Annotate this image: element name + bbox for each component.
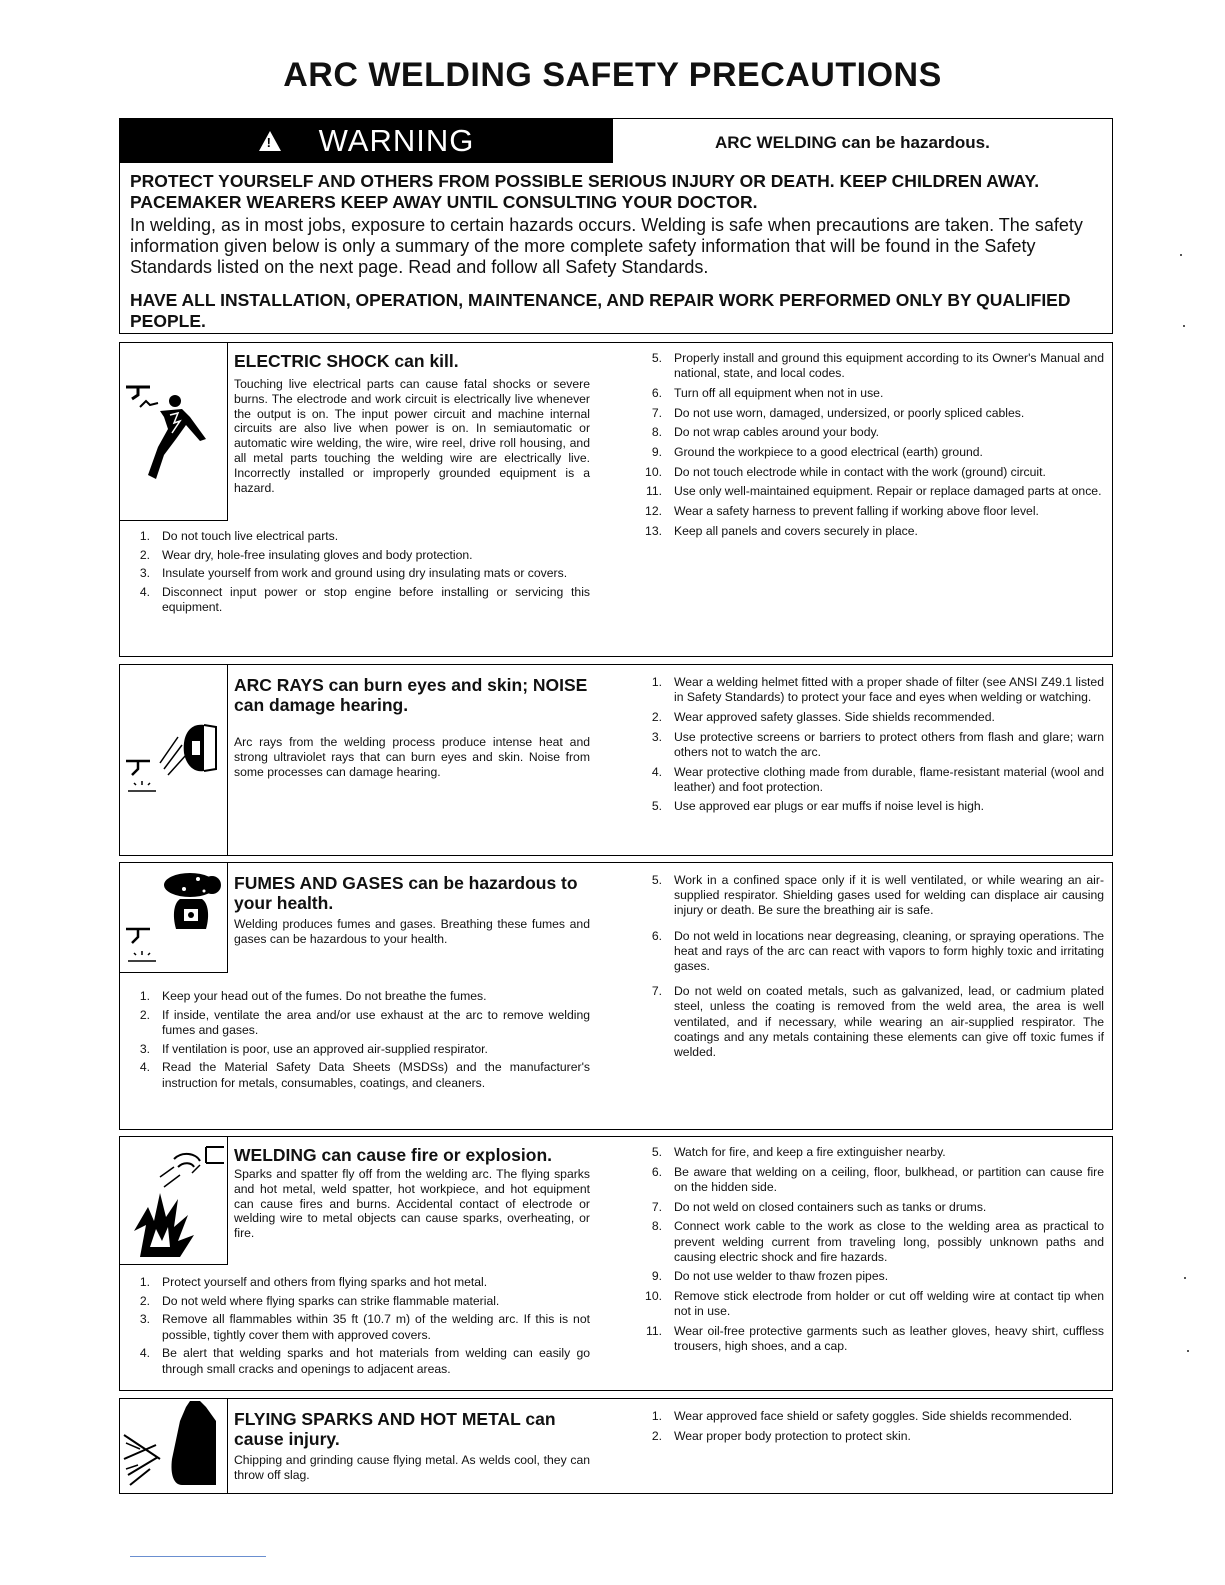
list-item: 3. Remove all flammables within 35 ft (10.7 m) of the welding arc. If this is not possible, tightly cover them with approved covers.	[139, 1312, 590, 1342]
list-item: 1. Keep your head out of the fumes. Do not breathe the fumes.	[139, 989, 487, 1003]
list-item: 3. If ventilation is poor, use an approved air-supplied respirator.	[139, 1041, 488, 1056]
sparks-description: Chipping and grinding cause flying metal. As welds cool, they can throw off slag.	[234, 1453, 590, 1482]
list-item: 5. Properly install and ground this equipment according to its Owner's Manual and national, state, and local codes.	[651, 351, 1104, 381]
bottom-rule	[130, 1556, 266, 1557]
sparks-title: FLYING SPARKS AND HOT METAL can cause injury.	[234, 1409, 556, 1449]
list-item: 10. Do not touch electrode while in contact with the work (ground) circuit.	[645, 464, 1046, 479]
fire-icon-box	[120, 1137, 228, 1265]
fumes-title: FUMES AND GASES can be hazardous to your health.	[234, 873, 578, 913]
list-item: 5. Watch for fire, and keep a fire extinguisher nearby.	[651, 1145, 946, 1159]
list-item: 5. Work in a confined space only if it is well ventilated, or while wearing an air-supplied respirator. Shielding gases used for welding can displace air causing injury or death. Be sure the breathing air is safe.	[651, 873, 1104, 918]
fumes-description: Welding produces fumes and gases. Breathing these fumes and gases can be hazardous to your health.	[234, 917, 590, 946]
scan-speck	[1183, 325, 1185, 327]
list-item: 2. Wear proper body protection to protect skin.	[651, 1428, 911, 1443]
list-item: 4. Wear protective clothing made from durable, flame-resistant material (wool and leather) and foot protection.	[651, 764, 1104, 794]
fumes-icon-box	[120, 863, 228, 973]
fumes-left-list	[120, 989, 590, 1094]
arc-rays-title: ARC RAYS can burn eyes and skin; NOISE can damage hearing.	[234, 675, 588, 715]
fire-title: WELDING can cause fire or explosion.	[234, 1145, 552, 1165]
electric-shock-description: Touching live electrical parts can cause fatal shocks or severe burns. The electrode and work circuit is electrically live whenever the output is on. The input power circuit and machine internal circuits are also live when power is on. In semiautomatic or automatic wire welding, the wire, wire reel, drive roll housing, and all metal parts touching the welding wire are electrically live. Incorrectly installed or improperly grounded equipment is a hazard.	[234, 377, 590, 495]
electric-shock-icon-box	[120, 343, 228, 521]
scan-speck	[1184, 1277, 1186, 1279]
list-item: 7. Do not weld on coated metals, such as galvanized, lead, or cadmium plated steel, unless the coating is removed from the weld area, the area is well ventilated, and if necessary, while wearing an air-supplied respirator. The coatings and any metals containing these elements can give off toxic fumes if welded.	[651, 984, 1104, 1060]
scan-speck	[1187, 1350, 1189, 1352]
warning-protect-statement: PROTECT YOURSELF AND OTHERS FROM POSSIBLE SERIOUS INJURY OR DEATH. KEEP CHILDREN AWAY. PACEMAKER WEARERS KEEP AWAY UNTIL CONSULTING YOUR DOCTOR.	[130, 171, 1040, 212]
list-item: 4. Be alert that welding sparks and hot materials from welding can easily go through small cracks and openings to adjacent areas.	[139, 1346, 590, 1376]
warning-paragraph: In welding, as in most jobs, exposure to certain hazards occurs. Welding is safe when precautions are taken. The safety information given below is only a summary of the more complete safety information that will be found in the Safety Standards listed on the next page. Read and follow all Safety Standards.	[130, 215, 1083, 277]
list-item: 6. Be aware that welding on a ceiling, floor, bulkhead, or partition can cause fire on the hidden side.	[651, 1164, 1104, 1194]
list-item: 5. Use approved ear plugs or ear muffs if noise level is high.	[651, 799, 985, 814]
arc-rays-icon-box	[120, 665, 228, 855]
list-item: 10. Remove stick electrode from holder or cut off welding wire at contact tip when not in use.	[645, 1289, 1104, 1319]
fumes-gases-icon	[120, 863, 224, 969]
fire-description: Sparks and spatter fly off from the welding arc. The flying sparks and hot metal, weld spatter, hot workpiece, and hot equipment can cause fires and burns. Accidental contact of electrode or welding wire to metal objects can cause sparks, overheating, or fire.	[234, 1167, 590, 1241]
warning-subtitle: ARC WELDING can be hazardous.	[715, 133, 990, 152]
welding-helmet-icon	[120, 665, 224, 835]
list-item: 7. Do not use worn, damaged, undersized, or poorly spliced cables.	[651, 405, 1025, 420]
list-item: 7. Do not weld on closed containers such as tanks or drums.	[651, 1199, 987, 1214]
list-item: 12. Wear a safety harness to prevent falling if working above floor level.	[645, 504, 1039, 519]
list-item: 4. Disconnect input power or stop engine before installing or servicing this equipment.	[139, 585, 590, 615]
list-item: 6. Turn off all equipment when not in use.	[651, 385, 884, 400]
list-item: 6. Do not weld in locations near degreasing, cleaning, or spraying operations. The heat and rays of the arc can react with vapors to form highly toxic and irritating gases.	[651, 928, 1104, 974]
section-electric-shock	[119, 342, 1113, 657]
warning-banner	[120, 119, 613, 163]
section-fumes-gases	[119, 862, 1113, 1130]
electric-shock-title: ELECTRIC SHOCK can kill.	[234, 351, 459, 371]
list-item: 9. Ground the workpiece to a good electrical (earth) ground.	[651, 445, 983, 460]
electric-shock-left-list	[120, 529, 590, 619]
fire-right-list	[632, 1145, 1104, 1359]
list-item: 9. Do not use welder to thaw frozen pipes.	[651, 1269, 889, 1284]
list-item: 3. Insulate yourself from work and ground using dry insulating mats or covers.	[139, 566, 568, 581]
list-item: 2. Do not weld where flying sparks can strike flammable material.	[139, 1293, 500, 1308]
page-title: ARC WELDING SAFETY PRECAUTIONS	[283, 56, 942, 94]
list-item: 11. Use only well-maintained equipment. Repair or replace damaged parts at once.	[645, 484, 1102, 499]
list-item: 2. If inside, ventilate the area and/or use exhaust at the arc to remove welding fumes and gases.	[139, 1007, 590, 1037]
warning-qualified-statement: HAVE ALL INSTALLATION, OPERATION, MAINTENANCE, AND REPAIR WORK PERFORMED ONLY BY QUALIFIED PEOPLE.	[130, 290, 1071, 331]
arc-rays-right-list	[632, 675, 1104, 819]
section-fire-explosion	[119, 1136, 1113, 1391]
scan-speck	[1180, 254, 1182, 256]
list-item: 2. Wear approved safety glasses. Side shields recommended.	[651, 709, 995, 724]
list-item: 13. Keep all panels and covers securely in place.	[645, 523, 918, 538]
list-item: 8. Connect work cable to the work as close to the welding area as practical to prevent welding current from traveling long, possibly unknown paths and causing electric shock and fire hazards.	[651, 1219, 1104, 1264]
list-item: 1. Wear approved face shield or safety goggles. Side shields recommended.	[651, 1409, 1073, 1423]
section-flying-sparks	[119, 1398, 1113, 1494]
fumes-right-list	[632, 873, 1104, 1065]
electric-shock-icon	[120, 343, 224, 517]
list-item: 8. Do not wrap cables around your body.	[651, 425, 880, 440]
sparks-icon-box	[120, 1399, 228, 1493]
warning-box	[119, 118, 1113, 334]
list-item: 1. Wear a welding helmet fitted with a proper shade of filter (see ANSI Z49.1 listed in Safety Standards) to protect your face and eyes when welding or watching.	[651, 675, 1104, 705]
list-item: 4. Read the Material Safety Data Sheets (MSDSs) and the manufacturer's instruction for metals, consumables, coatings, and cleaners.	[139, 1060, 590, 1090]
warning-triangle-icon	[259, 131, 281, 151]
fire-explosion-icon	[120, 1137, 224, 1261]
list-item: 11. Wear oil-free protective garments such as leather gloves, heavy shirt, cuffless trousers, high shoes, and a cap.	[645, 1324, 1104, 1354]
list-item: 1. Protect yourself and others from flying sparks and hot metal.	[139, 1275, 488, 1289]
warning-label: WARNING	[318, 123, 475, 158]
list-item: 1. Do not touch live electrical parts.	[139, 529, 339, 543]
fire-left-list	[120, 1275, 590, 1380]
arc-rays-description: Arc rays from the welding process produce intense heat and strong ultraviolet rays that can burn eyes and skin. Noise from some processes can damage hearing.	[234, 735, 590, 779]
list-item: 3. Use protective screens or barriers to protect others from flash and glare; warn others not to watch the arc.	[651, 729, 1104, 759]
face-shield-icon	[120, 1399, 224, 1491]
sparks-right-list	[632, 1409, 1104, 1448]
section-arc-rays	[119, 664, 1113, 856]
list-item: 2. Wear dry, hole-free insulating gloves and body protection.	[139, 547, 473, 562]
electric-shock-right-list	[632, 351, 1104, 544]
